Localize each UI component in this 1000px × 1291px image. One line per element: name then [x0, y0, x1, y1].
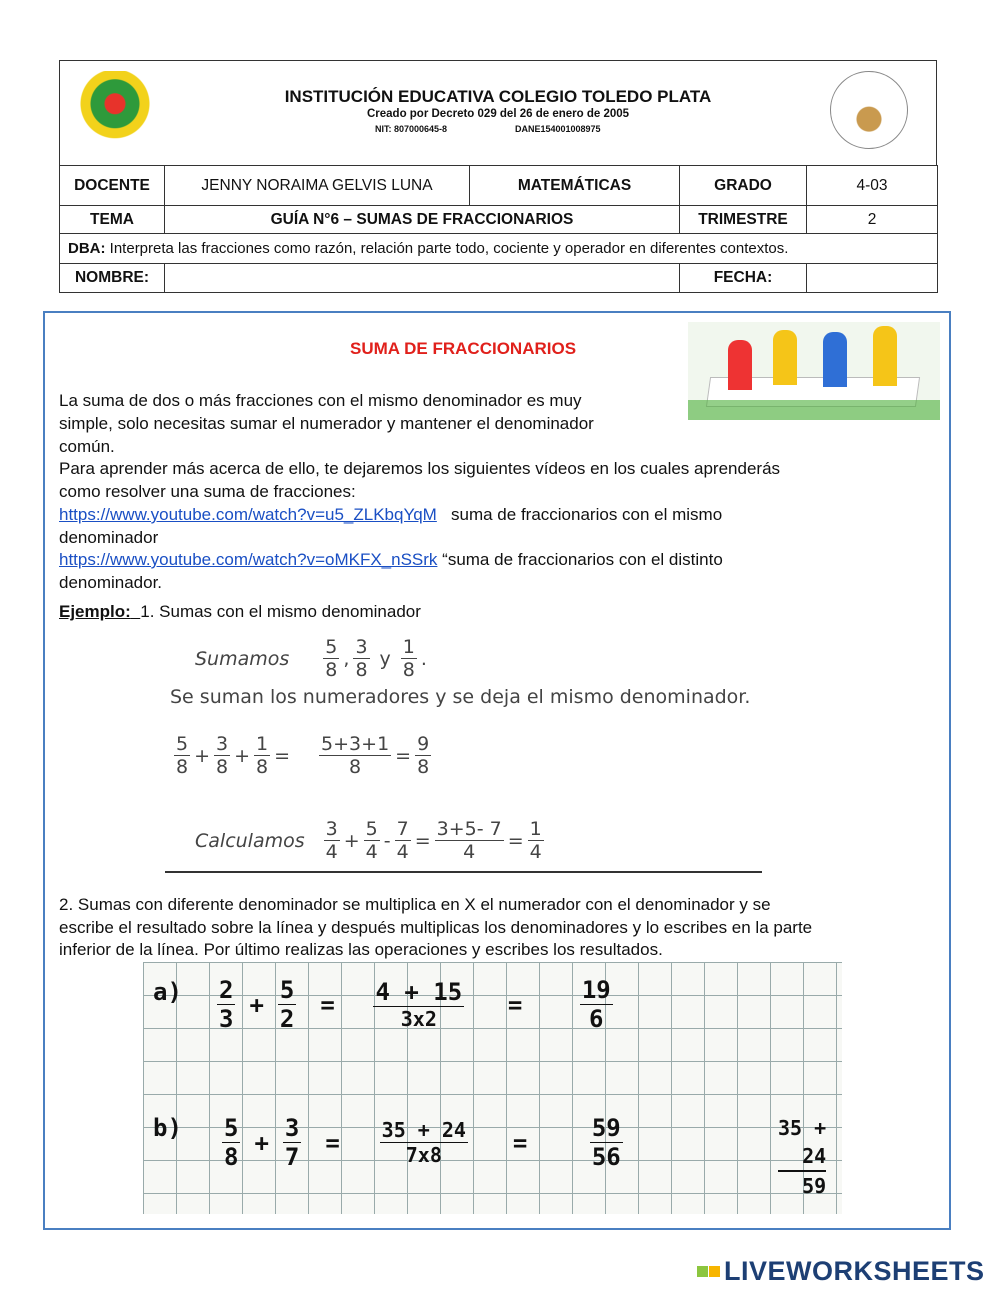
example-label: Ejemplo:	[59, 602, 131, 621]
nit: NIT: 807000645-8	[375, 124, 448, 134]
video-2-desc: “suma de fraccionarios con el distinto	[442, 550, 723, 569]
subject: MATEMÁTICAS	[470, 166, 680, 206]
liveworksheets-logo	[697, 1256, 985, 1287]
live-blocks-icon	[697, 1266, 720, 1278]
trimestre-label: TRIMESTRE	[680, 206, 807, 234]
video-1-desc: suma de fraccionarios con el mismo	[451, 505, 723, 524]
pencils-book-image	[688, 322, 940, 420]
video-link-2[interactable]: https://www.youtube.com/watch?v=oMKFX_nSSrk	[59, 550, 438, 569]
tema-label: TEMA	[60, 206, 165, 234]
nombre-field[interactable]	[165, 264, 680, 293]
info-table	[59, 165, 938, 293]
intro-line: como resolver una suma de fracciones:	[59, 482, 356, 501]
example-2-line: escribe el resultado sobre la línea y después multiplicas los denominadores y lo escribes en la parte	[59, 918, 813, 937]
calculamos-text: Calculamos	[195, 829, 305, 852]
docente-value: JENNY NORAIMA GELVIS LUNA	[165, 166, 470, 206]
header-box	[59, 60, 937, 166]
label-b: b)	[153, 1114, 182, 1142]
example-2-line: 2. Sumas con diferente denominador se multiplica en X el numerador con el denominador y se	[59, 895, 771, 914]
grado-label: GRADO	[680, 166, 807, 206]
label-a: a)	[153, 978, 182, 1006]
video-1	[59, 503, 722, 526]
docente-label: DOCENTE	[60, 166, 165, 206]
intro-line: Para aprender más acerca de ello, te dejaremos los siguientes vídeos en los cuales aprenderás	[59, 459, 781, 478]
side-calculation: 35 + 24 59	[778, 1116, 827, 1198]
brand-text: LIVEWORKSHEETS	[724, 1256, 985, 1286]
grado-value: 4-03	[807, 166, 938, 206]
video-2	[59, 548, 723, 571]
intro-line: común.	[59, 437, 115, 456]
nombre-label: NOMBRE:	[60, 264, 165, 293]
fecha-label: FECHA:	[680, 264, 807, 293]
video-2-desc2: denominador.	[59, 573, 163, 592]
school-name: INSTITUCIÓN EDUCATIVA COLEGIO TOLEDO PLATA	[284, 87, 712, 106]
trimestre-value: 2	[807, 206, 938, 234]
example-2-grid-image: a) $\frac{2}{3}$ + $\frac{5}{2}$ = $\frac{4 + 15}{3x2}$ = $\frac{19}{6}$ b) $\frac{5}{8}$ + $\frac{3}{7}$ = $\frac{35 + 24}{7x8}$ = $\frac{59}{56}$ 35 + 24 59	[143, 962, 842, 1214]
tema-value: GUÍA N°6 – SUMAS DE FRACCIONARIOS	[165, 206, 680, 234]
proactivo-logo	[830, 71, 908, 149]
dane: DANE154001008975	[515, 124, 601, 134]
example-1-title: 1. Sumas con el mismo denominador	[140, 602, 421, 621]
example-2-line: inferior de la línea. Por último realizas las operaciones y escribes los resultados.	[59, 940, 663, 959]
rule-text: Se suman los numeradores y se deja el mismo denominador.	[170, 686, 751, 708]
dba-cell	[60, 234, 938, 264]
sumamos-text: Sumamos	[195, 647, 290, 670]
intro-line: La suma de dos o más fracciones con el mismo denominador es muy	[59, 391, 582, 410]
video-link-1[interactable]: https://www.youtube.com/watch?v=u5_ZLKbqYqM	[59, 505, 437, 524]
dba-text: Interpreta las fracciones como razón, relación parte todo, cociente y operador en diferentes contextos.	[109, 240, 789, 257]
section-title: SUMA DE FRACCIONARIOS	[350, 339, 577, 358]
video-1-desc2: denominador	[59, 528, 159, 547]
decree: Creado por Decreto 029 del 26 de enero de 2005	[366, 108, 630, 120]
example-1-image: Sumamos $\frac{5}{8}$ , $\frac{3}{8}$ y $\frac{1}{8}$ . Se suman los numeradores y se deja el mismo denominador. $\frac{5}{8}$ + $\frac{3}{8}$ + $\frac{1}{8}$ = $\frac{5+3+1}{8}$ = $\frac{9}{8}$ Calculamos $\frac{3}{4}$ + $\frac{5}{4}$ - $\frac{7}{4}$ = $\frac{3+5- 7}{4}$ = $\frac{1}{4}$	[165, 628, 762, 873]
dba-label: DBA:	[68, 240, 106, 257]
example-heading	[59, 600, 421, 623]
intro-line: simple, solo necesitas sumar el numerador y mantener el denominador	[59, 414, 594, 433]
fecha-field[interactable]	[807, 264, 938, 293]
